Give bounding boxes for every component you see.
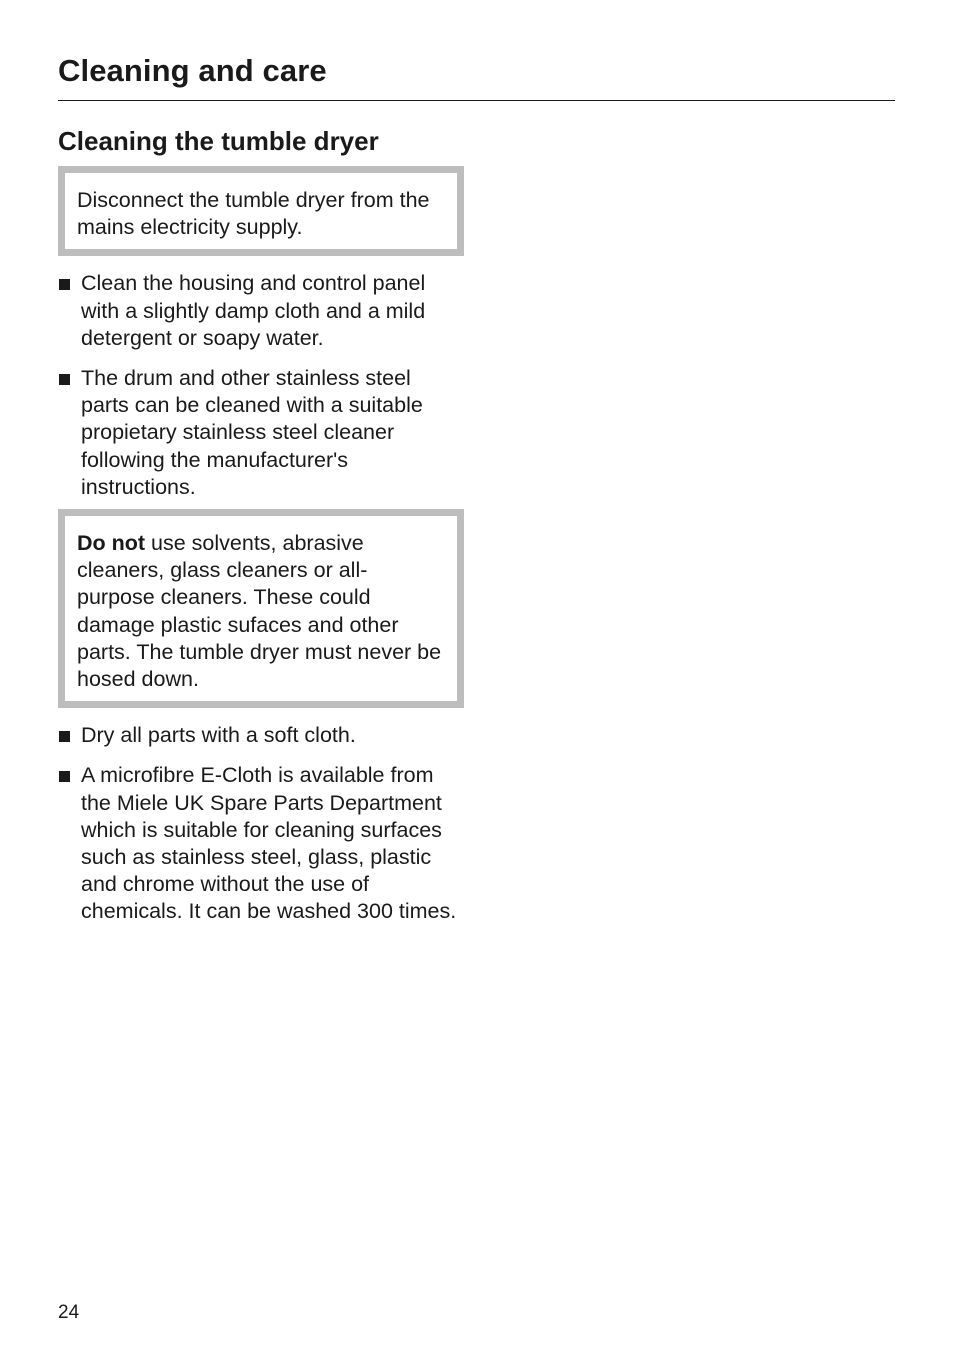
cleaning-steps-list [58,270,464,501]
list-item-text: A microfibre E-Cloth is available from the Miele UK Spare Parts Department which is suitable for cleaning surfaces such as stainless steel, glass, plastic and chrome without the use of chemicals. It can be washed 300 times. [81,763,457,924]
warning-text: Disconnect the tumble dryer from the mains electricity supply. [77,188,430,240]
warning-box-disconnect [58,166,464,256]
content-column [58,124,464,926]
list-item [58,762,464,925]
page-number: 24 [58,1302,80,1323]
warning-text: use solvents, abrasive cleaners, glass cleaners or all-purpose cleaners. These could damage plastic sufaces and other parts. The tumble dryer must never be hosed down. [77,531,442,692]
list-item-text: Clean the housing and control panel with a slightly damp cloth and a mild detergent or soapy water. [81,271,426,350]
list-item-text: The drum and other stainless steel parts can be cleaned with a suitable propietary stainless steel cleaner following the manufacturer's instructions. [81,366,423,499]
list-item [58,365,464,501]
list-item [58,270,464,352]
square-bullet-icon [59,731,70,742]
warning-emphasis: Do not [77,531,146,556]
list-item-text: Dry all parts with a soft cloth. [81,723,356,748]
drying-steps-list [58,722,464,925]
title-divider [58,100,895,101]
section-heading: Cleaning the tumble dryer [58,126,379,156]
square-bullet-icon [59,771,70,782]
warning-box-do-not [58,509,464,708]
square-bullet-icon [59,279,70,290]
square-bullet-icon [59,374,70,385]
list-item [58,722,464,749]
page-title: Cleaning and care [58,53,327,88]
